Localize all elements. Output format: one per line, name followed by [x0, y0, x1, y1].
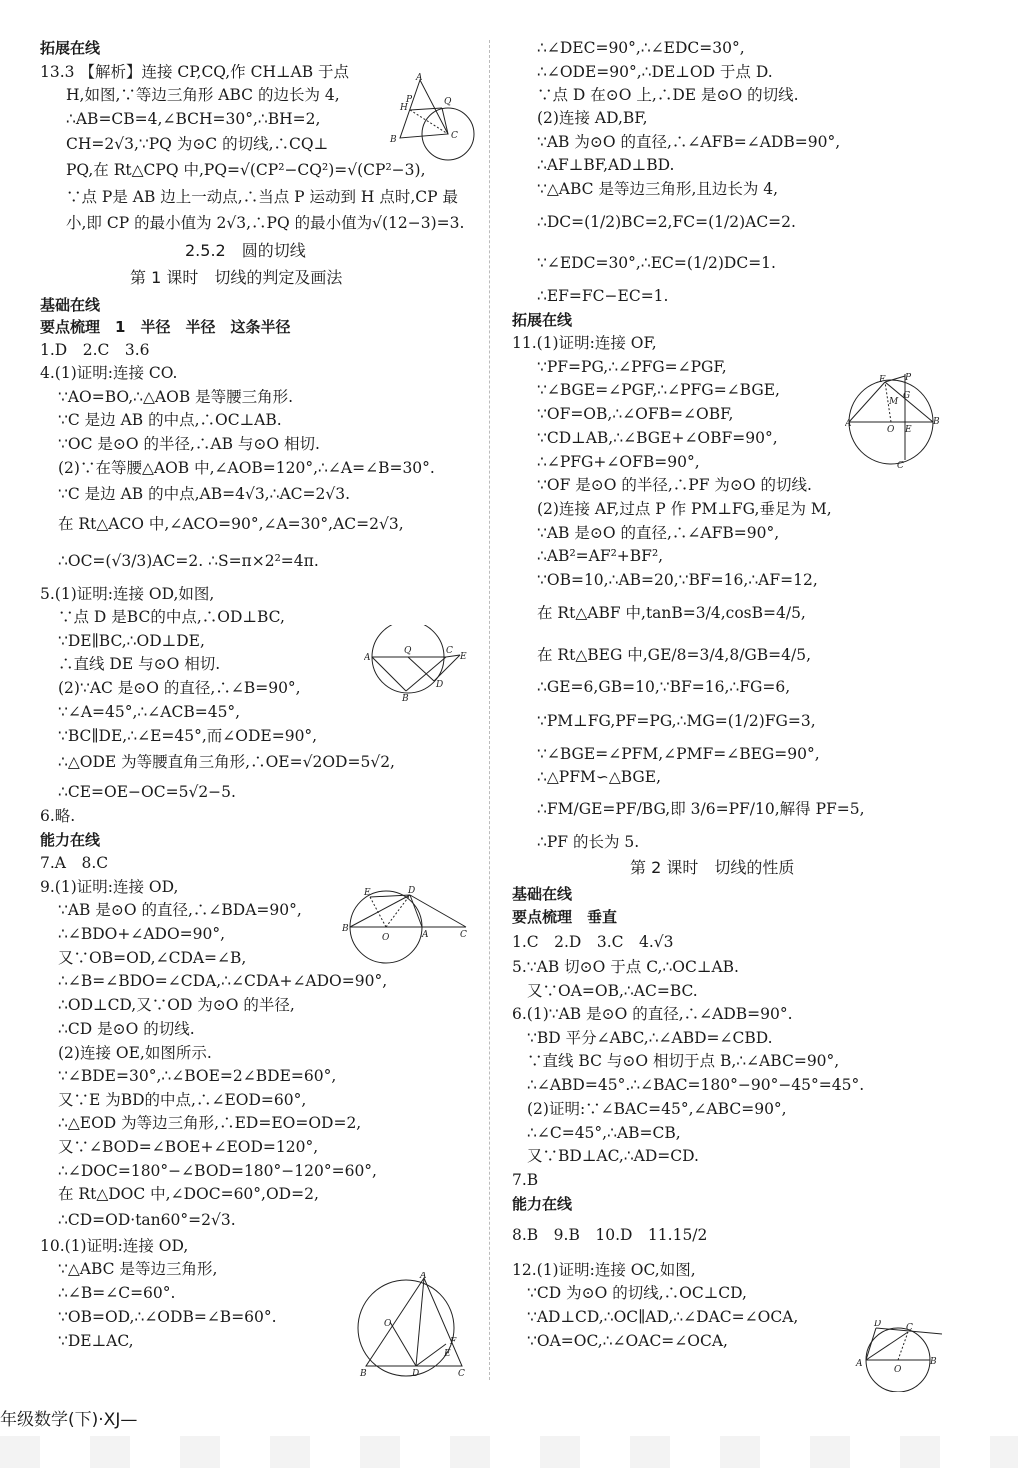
- right-line: (2)连接 AF,过点 P 作 PM⊥FG,垂足为 M,: [537, 500, 832, 518]
- left-line: 拓展在线: [40, 39, 101, 57]
- right-line: ∵△ABC 是等边三角形,且边长为 4,: [537, 180, 779, 198]
- right-line: ∵直线 BC 与⊙O 相切于点 B,∴∠ABC=90°,: [527, 1052, 840, 1070]
- right-line: ∵OF 是⊙O 的半径,∴PF 为⊙O 的切线.: [537, 476, 812, 494]
- left-line: ∵OC 是⊙O 的半径,∴AB 与⊙O 相切.: [58, 435, 320, 453]
- left-line: 小,即 CP 的最小值为 2√3,∴PQ 的最小值为√(12−3)=3.: [66, 214, 465, 232]
- figure-problem-11: [845, 372, 945, 470]
- left-line: ∵AB 是⊙O 的直径,∴∠BDA=90°,: [58, 901, 302, 919]
- left-line: 能力在线: [40, 831, 101, 849]
- right-line: ∴FM/GE=PF/BG,即 3/6=PF/10,解得 PF=5,: [537, 800, 865, 818]
- svg-text:B: B: [390, 135, 397, 145]
- right-line: ∵∠BGE=∠PGF,∴∠PFG=∠BGE,: [537, 381, 780, 399]
- right-line: ∴GE=6,GB=10,∵BF=16,∴FG=6,: [537, 678, 791, 696]
- left-line: 又∵E 为BD的中点,∴∠EOD=60°,: [58, 1091, 307, 1109]
- left-line: H,如图,∵等边三角形 ABC 的边长为 4,: [66, 86, 340, 104]
- svg-text:P: P: [905, 373, 912, 383]
- svg-text:E: E: [364, 888, 371, 898]
- left-line: ∵BC∥DE,∴∠E=45°,而∠ODE=90°,: [58, 727, 318, 745]
- left-line: 13.3 【解析】连接 CP,CQ,作 CH⊥AB 于点: [40, 63, 350, 81]
- right-line: 12.(1)证明:连接 OC,如图,: [512, 1261, 696, 1279]
- right-line: ∴∠ODE=90°,∴DE⊥OD 于点 D.: [537, 63, 773, 81]
- left-line: PQ,在 Rt△CPQ 中,PQ=√(CP²−CQ²)=√(CP²−3),: [66, 161, 426, 179]
- svg-text:B: B: [360, 1369, 367, 1379]
- page-footer: 年级数学(下)·XJ—: [0, 1410, 138, 1430]
- svg-text:B: B: [402, 694, 409, 704]
- left-line: ∴CD=OD·tan60°=2√3.: [58, 1211, 236, 1229]
- right-line: 能力在线: [512, 1195, 573, 1213]
- left-line: ∴CD 是⊙O 的切线.: [58, 1020, 195, 1038]
- svg-text:A: A: [420, 1272, 427, 1281]
- svg-text:O: O: [887, 425, 895, 435]
- left-line: ∴OC=(√3/3)AC=2. ∴S=π×2²=4π.: [58, 552, 319, 570]
- left-line: 6.略.: [40, 807, 76, 825]
- left-line: ∵点 D 是BC的中点,∴OD⊥BC,: [58, 608, 285, 626]
- svg-text:E: E: [444, 1349, 451, 1359]
- right-line: 11.(1)证明:连接 OF,: [512, 334, 657, 352]
- right-line: ∵OA=OC,∴∠OAC=∠OCA,: [527, 1332, 728, 1350]
- svg-text:O: O: [894, 1365, 902, 1375]
- figure-problem-5: [364, 625, 474, 705]
- svg-text:O: O: [382, 933, 390, 943]
- right-line: 拓展在线: [512, 311, 573, 329]
- right-line: ∴△PFM∽△BGE,: [537, 768, 662, 786]
- svg-text:C: C: [451, 131, 458, 141]
- svg-text:D: D: [436, 680, 444, 690]
- figure-problem-13: [378, 72, 478, 162]
- right-line: ∴AF⊥BF,AD⊥BD.: [537, 156, 675, 174]
- svg-text:Q: Q: [444, 97, 452, 107]
- right-line: ∴EF=FC−EC=1.: [537, 287, 669, 305]
- fig13-label: A: [416, 73, 423, 83]
- svg-text:B: B: [933, 417, 940, 427]
- left-line: 10.(1)证明:连接 OD,: [40, 1237, 189, 1255]
- right-line: ∵OF=OB,∴∠OFB=∠OBF,: [537, 405, 734, 423]
- svg-text:F: F: [879, 375, 886, 385]
- right-line: ∵AB 为⊙O 的直径,∴∠AFB=∠ADB=90°,: [537, 133, 841, 151]
- svg-text:A: A: [856, 1359, 863, 1369]
- column-divider: [489, 40, 490, 1380]
- svg-text:C: C: [458, 1369, 465, 1379]
- left-line: ∴CE=OE−OC=5√2−5.: [58, 783, 236, 801]
- svg-text:P: P: [406, 95, 413, 105]
- right-line: 8.B 9.B 10.D 11.15/2: [512, 1226, 708, 1244]
- right-line: ∵PM⊥FG,PF=PG,∴MG=(1/2)FG=3,: [537, 712, 816, 730]
- svg-text:D: D: [412, 1369, 420, 1379]
- svg-text:A: A: [422, 930, 429, 940]
- left-line: 又∵∠BOD=∠BOE+∠EOD=120°,: [58, 1138, 319, 1156]
- left-line: 要点梳理 1 半径 半径 这条半径: [40, 318, 291, 336]
- figure-problem-12: [852, 1320, 948, 1392]
- right-line: ∴PF 的长为 5.: [537, 833, 640, 851]
- right-line: ∵PF=PG,∴∠PFG=∠PGF,: [537, 358, 727, 376]
- svg-text:O: O: [384, 1319, 392, 1329]
- svg-text:D: D: [408, 886, 416, 896]
- right-line: ∴∠C=45°,∴AB=CB,: [527, 1124, 681, 1142]
- svg-text:C: C: [446, 646, 453, 656]
- right-line: 5.∵AB 切⊙O 于点 C,∴OC⊥AB.: [512, 958, 739, 976]
- right-line: ∵AD⊥CD,∴OC∥AD,∴∠DAC=∠OCA,: [527, 1308, 799, 1326]
- svg-text:F: F: [450, 1337, 457, 1347]
- right-line: 1.C 2.D 3.C 4.√3: [512, 933, 674, 951]
- left-line: ∴AB=CB=4,∠BCH=30°,∴BH=2,: [66, 110, 321, 128]
- left-line: 2.5.2 圆的切线: [185, 241, 306, 260]
- left-line: ∵C 是边 AB 的中点,∴OC⊥AB.: [58, 411, 282, 429]
- right-line: (2)连接 AD,BF,: [537, 109, 648, 127]
- right-line: ∴AB²=AF²+BF²,: [537, 547, 664, 565]
- left-line: 基础在线: [40, 296, 101, 314]
- left-line: ∵DE∥BC,∴OD⊥DE,: [58, 632, 205, 650]
- left-line: 1.D 2.C 3.6: [40, 341, 150, 359]
- right-line: ∵OB=10,∴AB=20,∵BF=16,∴AF=12,: [537, 571, 818, 589]
- left-line: 7.A 8.C: [40, 854, 109, 872]
- svg-text:E: E: [905, 425, 912, 435]
- svg-text:A: A: [845, 419, 852, 429]
- right-line: ∵∠EDC=30°,∴EC=(1/2)DC=1.: [537, 254, 776, 272]
- right-line: ∵∠BGE=∠PFM,∠PMF=∠BEG=90°,: [537, 745, 820, 763]
- svg-text:H: H: [400, 103, 408, 113]
- figure-problem-10: [346, 1272, 476, 1380]
- left-line: 在 Rt△ACO 中,∠ACO=90°,∠A=30°,AC=2√3,: [58, 515, 404, 533]
- right-line: 7.B: [512, 1171, 539, 1189]
- left-line: 第 1 课时 切线的判定及画法: [130, 268, 343, 287]
- svg-text:Q: Q: [404, 646, 412, 656]
- right-line: 在 Rt△ABF 中,tanB=3/4,cosB=4/5,: [537, 604, 806, 622]
- right-line: 基础在线: [512, 885, 573, 903]
- left-line: 4.(1)证明:连接 CO.: [40, 364, 178, 382]
- right-line: ∵AB 是⊙O 的直径,∴∠AFB=90°,: [537, 524, 780, 542]
- left-line: 9.(1)证明:连接 OD,: [40, 878, 179, 896]
- left-line: 又∵OB=OD,∠CDA=∠B,: [58, 949, 247, 967]
- left-line: ∵△ABC 是等边三角形,: [58, 1260, 218, 1278]
- right-line: 又∵OA=OB,∴AC=BC.: [527, 982, 698, 1000]
- right-line: ∴∠ABD=45°.∴∠BAC=180°−90°−45°=45°.: [527, 1076, 865, 1094]
- left-line: ∵OB=OD,∴∠ODB=∠B=60°.: [58, 1308, 277, 1326]
- right-line: 要点梳理 垂直: [512, 908, 618, 926]
- left-line: ∴△EOD 为等边三角形,∴ED=EO=OD=2,: [58, 1114, 362, 1132]
- right-line: ∵点 D 在⊙O 上,∴DE 是⊙O 的切线.: [537, 86, 799, 104]
- left-line: ∴直线 DE 与⊙O 相切.: [58, 655, 221, 673]
- left-line: 5.(1)证明:连接 OD,如图,: [40, 585, 215, 603]
- right-line: ∵CD⊥AB,∴∠BGE+∠OBF=90°,: [537, 429, 778, 447]
- right-line: ∴∠PFG+∠OFB=90°,: [537, 453, 700, 471]
- left-line: ∵∠BDE=30°,∴∠BOE=2∠BDE=60°,: [58, 1067, 337, 1085]
- left-line: ∵C 是边 AB 的中点,AB=4√3,∴AC=2√3.: [58, 485, 351, 503]
- left-line: 在 Rt△DOC 中,∠DOC=60°,OD=2,: [58, 1185, 319, 1203]
- svg-text:C: C: [906, 1323, 913, 1333]
- svg-text:D: D: [874, 1320, 882, 1329]
- right-line: ∵BD 平分∠ABC,∴∠ABD=∠CBD.: [527, 1029, 773, 1047]
- right-line: (2)证明:∵∠BAC=45°,∠ABC=90°,: [527, 1100, 787, 1118]
- left-line: CH=2√3,∵PQ 为⊙C 的切线,∴CQ⊥: [66, 135, 329, 153]
- svg-text:C: C: [460, 930, 467, 940]
- left-line: ∴∠B=∠BDO=∠CDA,∴∠CDA+∠ADO=90°,: [58, 972, 388, 990]
- left-line: ∴OD⊥CD,又∵OD 为⊙O 的半径,: [58, 996, 295, 1014]
- svg-text:C: C: [897, 461, 904, 470]
- left-line: ∴△ODE 为等腰直角三角形,∴OE=√2OD=5√2,: [58, 753, 395, 771]
- figure-problem-9: [342, 885, 472, 965]
- right-line: ∴∠DEC=90°,∴∠EDC=30°,: [537, 39, 745, 57]
- right-line: ∴DC=(1/2)BC=2,FC=(1/2)AC=2.: [537, 213, 796, 231]
- svg-text:E: E: [460, 652, 467, 662]
- svg-text:A: A: [364, 653, 371, 663]
- svg-text:M: M: [889, 397, 899, 407]
- right-line: 6.(1)∵AB 是⊙O 的直径,∴∠ADB=90°.: [512, 1005, 793, 1023]
- svg-text:B: B: [930, 1357, 937, 1367]
- left-line: ∵DE⊥AC,: [58, 1332, 134, 1350]
- left-line: ∵点 P是 AB 边上一动点,∴当点 P 运动到 H 点时,CP 最: [66, 188, 459, 206]
- left-line: ∴∠B=∠C=60°.: [58, 1284, 176, 1302]
- right-line: 在 Rt△BEG 中,GE/8=3/4,8/GB=4/5,: [537, 646, 812, 664]
- left-line: (2)∵AC 是⊙O 的直径,∴∠B=90°,: [58, 679, 301, 697]
- svg-text:G: G: [903, 391, 911, 401]
- left-line: ∵∠A=45°,∴∠ACB=45°,: [58, 703, 241, 721]
- right-line: 第 2 课时 切线的性质: [630, 858, 795, 877]
- left-line: (2)连接 OE,如图所示.: [58, 1044, 212, 1062]
- right-line: 又∵BD⊥AC,∴AD=CD.: [527, 1147, 699, 1165]
- right-line: ∵CD 为⊙O 的切线,∴OC⊥CD,: [527, 1284, 747, 1302]
- left-line: ∵AO=BO,∴△AOB 是等腰三角形.: [58, 388, 294, 406]
- svg-text:B: B: [342, 924, 349, 934]
- left-line: ∴∠BDO+∠ADO=90°,: [58, 925, 226, 943]
- page-bottom-edge: [0, 1436, 1018, 1468]
- left-line: ∴∠DOC=180°−∠BOD=180°−120°=60°,: [58, 1162, 377, 1180]
- left-line: (2)∵在等腰△AOB 中,∠AOB=120°,∴∠A=∠B=30°.: [58, 459, 435, 477]
